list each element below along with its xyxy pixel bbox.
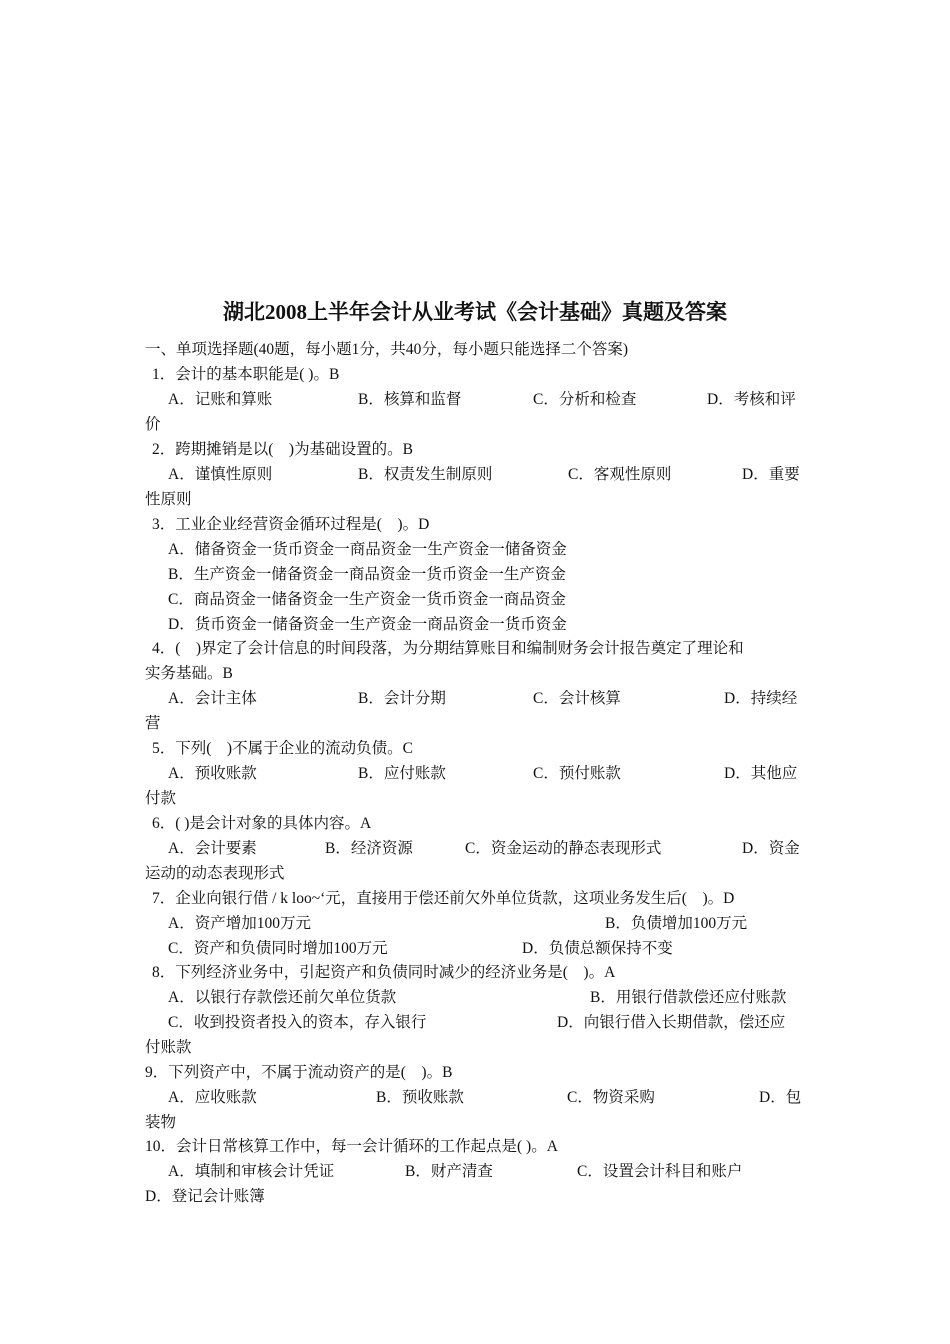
question-9-option-a: A．应收账款 (168, 1089, 257, 1106)
question-4-option-d: D．持续经 (724, 690, 798, 707)
question-7-stem: 7．企业向银行借 / k loo~‘元，直接用于偿还前欠外单位货款，这项业务发生后( )。D (152, 890, 735, 907)
question-10-option-d: D．登记会计账簿 (145, 1188, 265, 1205)
question-5-option-c: C．预付账款 (533, 765, 621, 782)
question-10-option-b: B．财产清查 (405, 1163, 493, 1180)
question-2-option-d: D．重要 (742, 466, 800, 483)
question-9-option-b: B．预收账款 (376, 1089, 464, 1106)
question-5-stem: 5．下列( )不属于企业的流动负债。C (152, 740, 413, 757)
question-7-option-a: A．资产增加100万元 (168, 915, 311, 932)
question-6-option-a: A．会计要素 (168, 840, 257, 857)
question-1-wrap: 价 (145, 416, 161, 433)
question-6-wrap: 运动的动态表现形式 (145, 865, 285, 882)
section-heading: 一、单项选择题(40题，每小题1分，共40分，每小题只能选择二个答案) (145, 341, 629, 358)
question-4-stem: 4．( )界定了会计信息的时间段落，为分期结算账目和编制财务会计报告奠定了理论和 (152, 640, 744, 657)
question-6-stem: 6．( )是会计对象的具体内容。A (152, 815, 372, 832)
question-10-option-a: A．填制和审核会计凭证 (168, 1163, 335, 1180)
question-1-option-c: C．分析和检查 (533, 391, 637, 408)
question-1-stem: 1．会计的基本职能是( )。B (152, 366, 340, 383)
question-3-option-b: B．生产资金一储备资金一商品资金一货币资金一生产资金 (168, 566, 566, 583)
question-6-option-b: B．经济资源 (325, 840, 413, 857)
question-2-option-a: A．谨慎性原则 (168, 466, 273, 483)
document-title: 湖北2008上半年会计从业考试《会计基础》真题及答案 (223, 300, 727, 324)
question-3-option-d: D．货币资金一储备资金一生产资金一商品资金一货币资金 (168, 616, 567, 633)
question-2-option-b: B．权责发生制原则 (358, 466, 493, 483)
question-2-wrap: 性原则 (145, 491, 192, 508)
question-4-option-b: B．会计分期 (358, 690, 446, 707)
question-4-stem-wrap: 实务基础。B (145, 665, 233, 682)
question-8-option-c: C．收到投资者投入的资本，存入银行 (168, 1014, 427, 1031)
question-5-option-a: A．预收账款 (168, 765, 257, 782)
question-3-stem: 3．工业企业经营资金循环过程是( )。D (152, 516, 430, 533)
question-8-option-d: D．向银行借入长期借款，偿还应 (557, 1014, 786, 1031)
question-4-wrap: 营 (145, 715, 161, 732)
question-7-option-b: B．负债增加100万元 (605, 915, 748, 932)
question-5-option-b: B．应付账款 (358, 765, 446, 782)
question-1-option-b: B．核算和监督 (358, 391, 462, 408)
question-3-option-a: A．储备资金一货币资金一商品资金一生产资金一储备资金 (168, 541, 567, 558)
question-9-option-d: D．包 (759, 1089, 802, 1106)
question-10-stem: 10．会计日常核算工作中，每一会计循环的工作起点是( )。A (145, 1138, 558, 1155)
question-2-stem: 2．跨期摊销是以( )为基础设置的。B (152, 441, 413, 458)
question-7-option-c: C．资产和负债同时增加100万元 (168, 940, 388, 957)
question-6-option-c: C．资金运动的静态表现形式 (465, 840, 662, 857)
question-5-wrap: 付款 (145, 790, 177, 807)
question-8-stem: 8．下列经济业务中，引起资产和负债同时减少的经济业务是( )。A (152, 964, 616, 981)
question-8-wrap: 付账款 (145, 1039, 192, 1056)
question-4-option-c: C．会计核算 (533, 690, 621, 707)
question-2-option-c: C．客观性原则 (568, 466, 672, 483)
question-4-option-a: A．会计主体 (168, 690, 257, 707)
question-8-option-a: A．以银行存款偿还前欠单位货款 (168, 989, 397, 1006)
question-8-option-b: B．用银行借款偿还应付账款 (590, 989, 787, 1006)
question-9-option-c: C．物资采购 (567, 1089, 655, 1106)
question-6-option-d: D．资金 (742, 840, 800, 857)
question-10-option-c: C．设置会计科目和账户 (577, 1163, 743, 1180)
question-9-wrap: 装物 (145, 1114, 177, 1131)
question-1-option-d: D．考核和评 (707, 391, 796, 408)
question-1-option-a: A．记账和算账 (168, 391, 273, 408)
question-9-stem: 9．下列资产中，不属于流动资产的是( )。B (145, 1064, 453, 1081)
question-5-option-d: D．其他应 (724, 765, 798, 782)
question-3-option-c: C．商品资金一储备资金一生产资金一货币资金一商品资金 (168, 591, 566, 608)
question-7-option-d: D．负债总额保持不变 (522, 940, 673, 957)
